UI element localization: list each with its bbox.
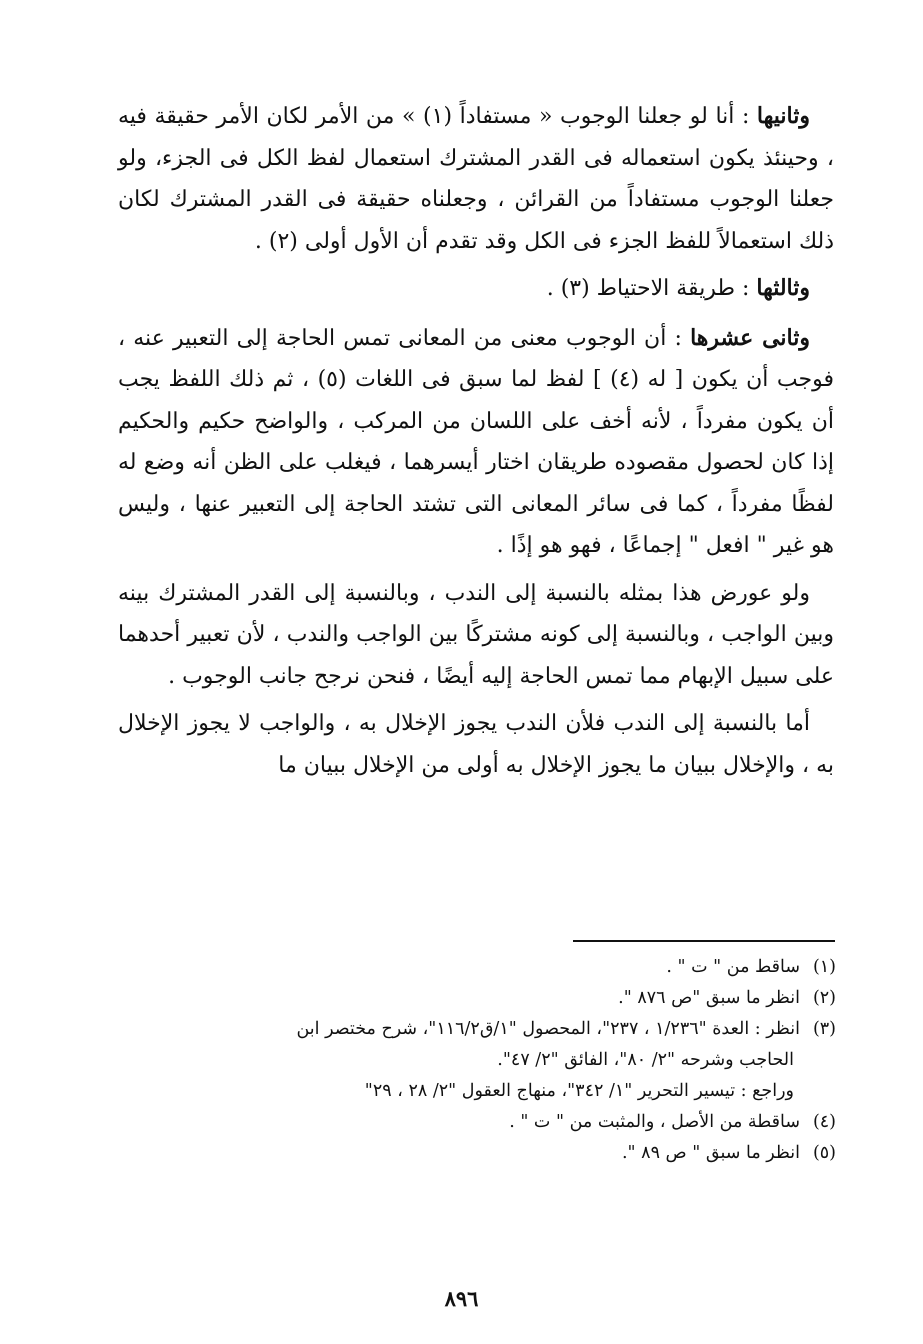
paragraph-lead: وثانى عشرها	[690, 324, 811, 351]
paragraph-lead: وثانيها	[756, 103, 810, 129]
footnote-5	[118, 1138, 836, 1169]
paragraph-3	[118, 318, 834, 567]
footnote-number: (٣)	[812, 1019, 836, 1039]
paragraph-lead: وثالثها	[756, 275, 810, 301]
main-text	[118, 96, 834, 792]
footnote-number: (٢)	[812, 988, 836, 1008]
footnote-number: (٥)	[812, 1143, 836, 1163]
paragraph-text: : أنا لو جعلنا الوجوب « مستفاداً (١) » من الأمر لكان الأمر حقيقة فيه ، وحينئذ يكون استعماله فى القدر المشترك استعمال لفظ الكل فى الجزء، ولو جعلنا الوجوب مستفاداً من القرائن ، وجعلناه حقيقة فى القدر المشترك لكان ذلك استعمالاً للفظ الجزء فى الكل وقد تقدم أن الأول أولى (٢) .	[118, 104, 834, 254]
footnote-1	[118, 952, 836, 983]
footnote-text: الحاجب وشرحه "٢/ ٨٠"، الفائق "٢/ ٤٧".	[497, 1050, 794, 1070]
footnote-number: (١)	[812, 957, 836, 977]
paragraph-text: أما بالنسبة إلى الندب فلأن الندب يجوز الإخلال به ، والواجب لا يجوز الإخلال به ، والإخلال ببيان ما يجوز الإخلال به أولى من الإخلال ببيان ما	[118, 711, 834, 778]
paragraph-text: : أن الوجوب معنى من المعانى تمس الحاجة إلى التعبير عنه ، فوجب أن يكون [ له (٤) ] لفظ لما سبق فى اللغات (٥) ، ثم ذلك اللفظ يجب أن يكون مفرداً ، لأنه أخف على اللسان من المركب ، والواضح حكيم والحكيم إذا كان لحصول مقصوده طريقان اختار أيسرهما ، فيغلب على الظن أنه وضع له لفظًا مفرداً ، كما فى سائر المعانى التى تشتد الحاجة إلى التعبير عنها ، وليس هو غير " افعل " إجماعًا ، فهو هو إذًا .	[118, 325, 834, 558]
footnote-text: انظر ما سبق " ص ٨٩ ".	[621, 1143, 800, 1163]
footnote-number: (٤)	[812, 1112, 836, 1132]
footnote-divider	[573, 940, 835, 942]
footnote-text: وراجع : تيسير التحرير "١/ ٣٤٢"، منهاج العقول "٢/ ٢٨ ، ٢٩"	[364, 1081, 794, 1101]
footnote-text: ساقط من " ت " .	[666, 957, 800, 977]
footnotes	[118, 952, 836, 1169]
footnote-text: ساقطة من الأصل ، والمثبت من " ت " .	[509, 1112, 800, 1132]
footnote-3-continuation	[118, 1045, 836, 1076]
footnote-text: انظر ما سبق "ص ٨٧٦ ".	[618, 988, 800, 1008]
footnote-4	[118, 1107, 836, 1138]
paragraph-text: ولو عورض هذا بمثله بالنسبة إلى الندب ، وبالنسبة إلى القدر المشترك بينه وبين الواجب ، وبالنسبة إلى كونه مشتركًا بين الواجب والندب ، لأن تعبير أحدهما على سبيل الإبهام مما تمس الحاجة إليه أيضًا ، فنحن نرجح جانب الوجوب .	[118, 580, 834, 689]
page-number: ٨٩٦	[444, 1286, 479, 1311]
footnote-text: انظر : العدة "١/٢٣٦ ، ٢٣٧"، المحصول "١/ق١١٦/٢"، شرح مختصر ابن	[296, 1019, 800, 1039]
footnote-2	[118, 983, 836, 1014]
paragraph-2	[118, 268, 834, 310]
footnote-3	[118, 1014, 836, 1045]
paragraph-4	[118, 573, 834, 698]
paragraph-5	[118, 703, 834, 786]
paragraph-1	[118, 96, 834, 262]
footnote-3-continuation-2	[118, 1076, 836, 1107]
paragraph-text: : طريقة الاحتياط (٣) .	[546, 276, 757, 301]
